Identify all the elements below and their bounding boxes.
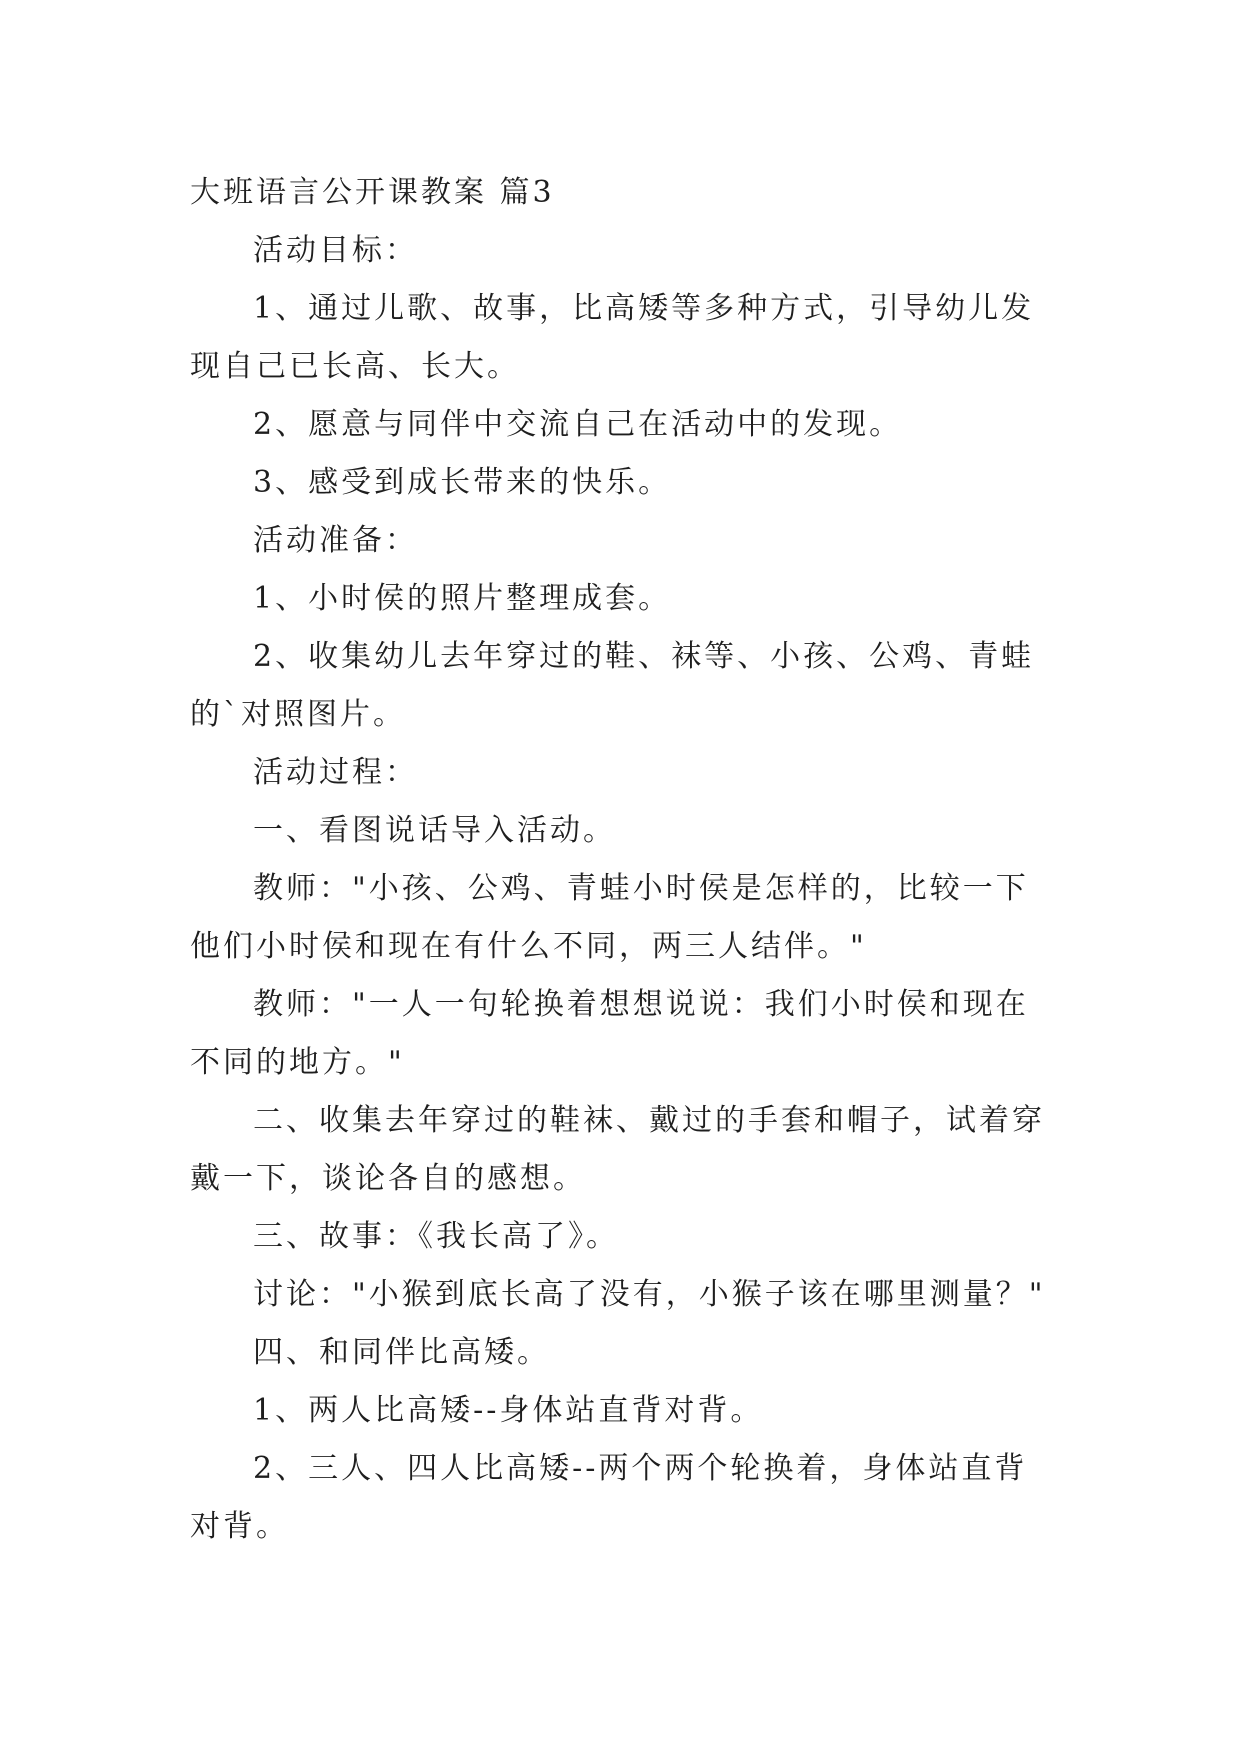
section-heading-process: 活动过程：: [253, 755, 418, 790]
document-title: 大班语言公开课教案 篇3: [190, 175, 555, 210]
teacher-quote-1: 教师："小孩、公鸡、青蛙小时侯是怎样的，比较一下他们小时侯和现在有什么不同，两三人结伴。": [190, 871, 1029, 964]
comparison-item-2: 2、三人、四人比高矮--两个两个轮换着，身体站直背对背。: [190, 1451, 1028, 1544]
process-step-3: 三、故事：《我长高了》。: [253, 1219, 619, 1254]
teacher-quote-2: 教师："一人一句轮换着想想说说：我们小时侯和现在不同的地方。": [190, 987, 1029, 1080]
objective-item-1: 1、通过儿歌、故事，比高矮等多种方式，引导幼儿发现自己已长高、长大。: [190, 291, 1035, 384]
preparation-item-1: 1、小时侯的照片整理成套。: [253, 581, 672, 616]
section-heading-preparation: 活动准备：: [253, 523, 418, 558]
process-step-4: 四、和同伴比高矮。: [253, 1335, 550, 1370]
process-step-1: 一、看图说话导入活动。: [253, 813, 616, 848]
objective-item-2: 2、愿意与同伴中交流自己在活动中的发现。: [253, 407, 903, 442]
objective-item-3: 3、感受到成长带来的快乐。: [253, 465, 672, 500]
discussion-text: 讨论："小猴到底长高了没有，小猴子该在哪里测量？": [253, 1277, 1046, 1312]
document-body: [190, 164, 1055, 1556]
process-step-2: 二、收集去年穿过的鞋袜、戴过的手套和帽子，试着穿戴一下，谈论各自的感想。: [190, 1103, 1045, 1196]
preparation-item-2: 2、收集幼儿去年穿过的鞋、袜等、小孩、公鸡、青蛙的`对照图片。: [190, 639, 1035, 732]
section-heading-objectives: 活动目标：: [253, 233, 418, 268]
comparison-item-1: 1、两人比高矮--身体站直背对背。: [253, 1393, 764, 1428]
